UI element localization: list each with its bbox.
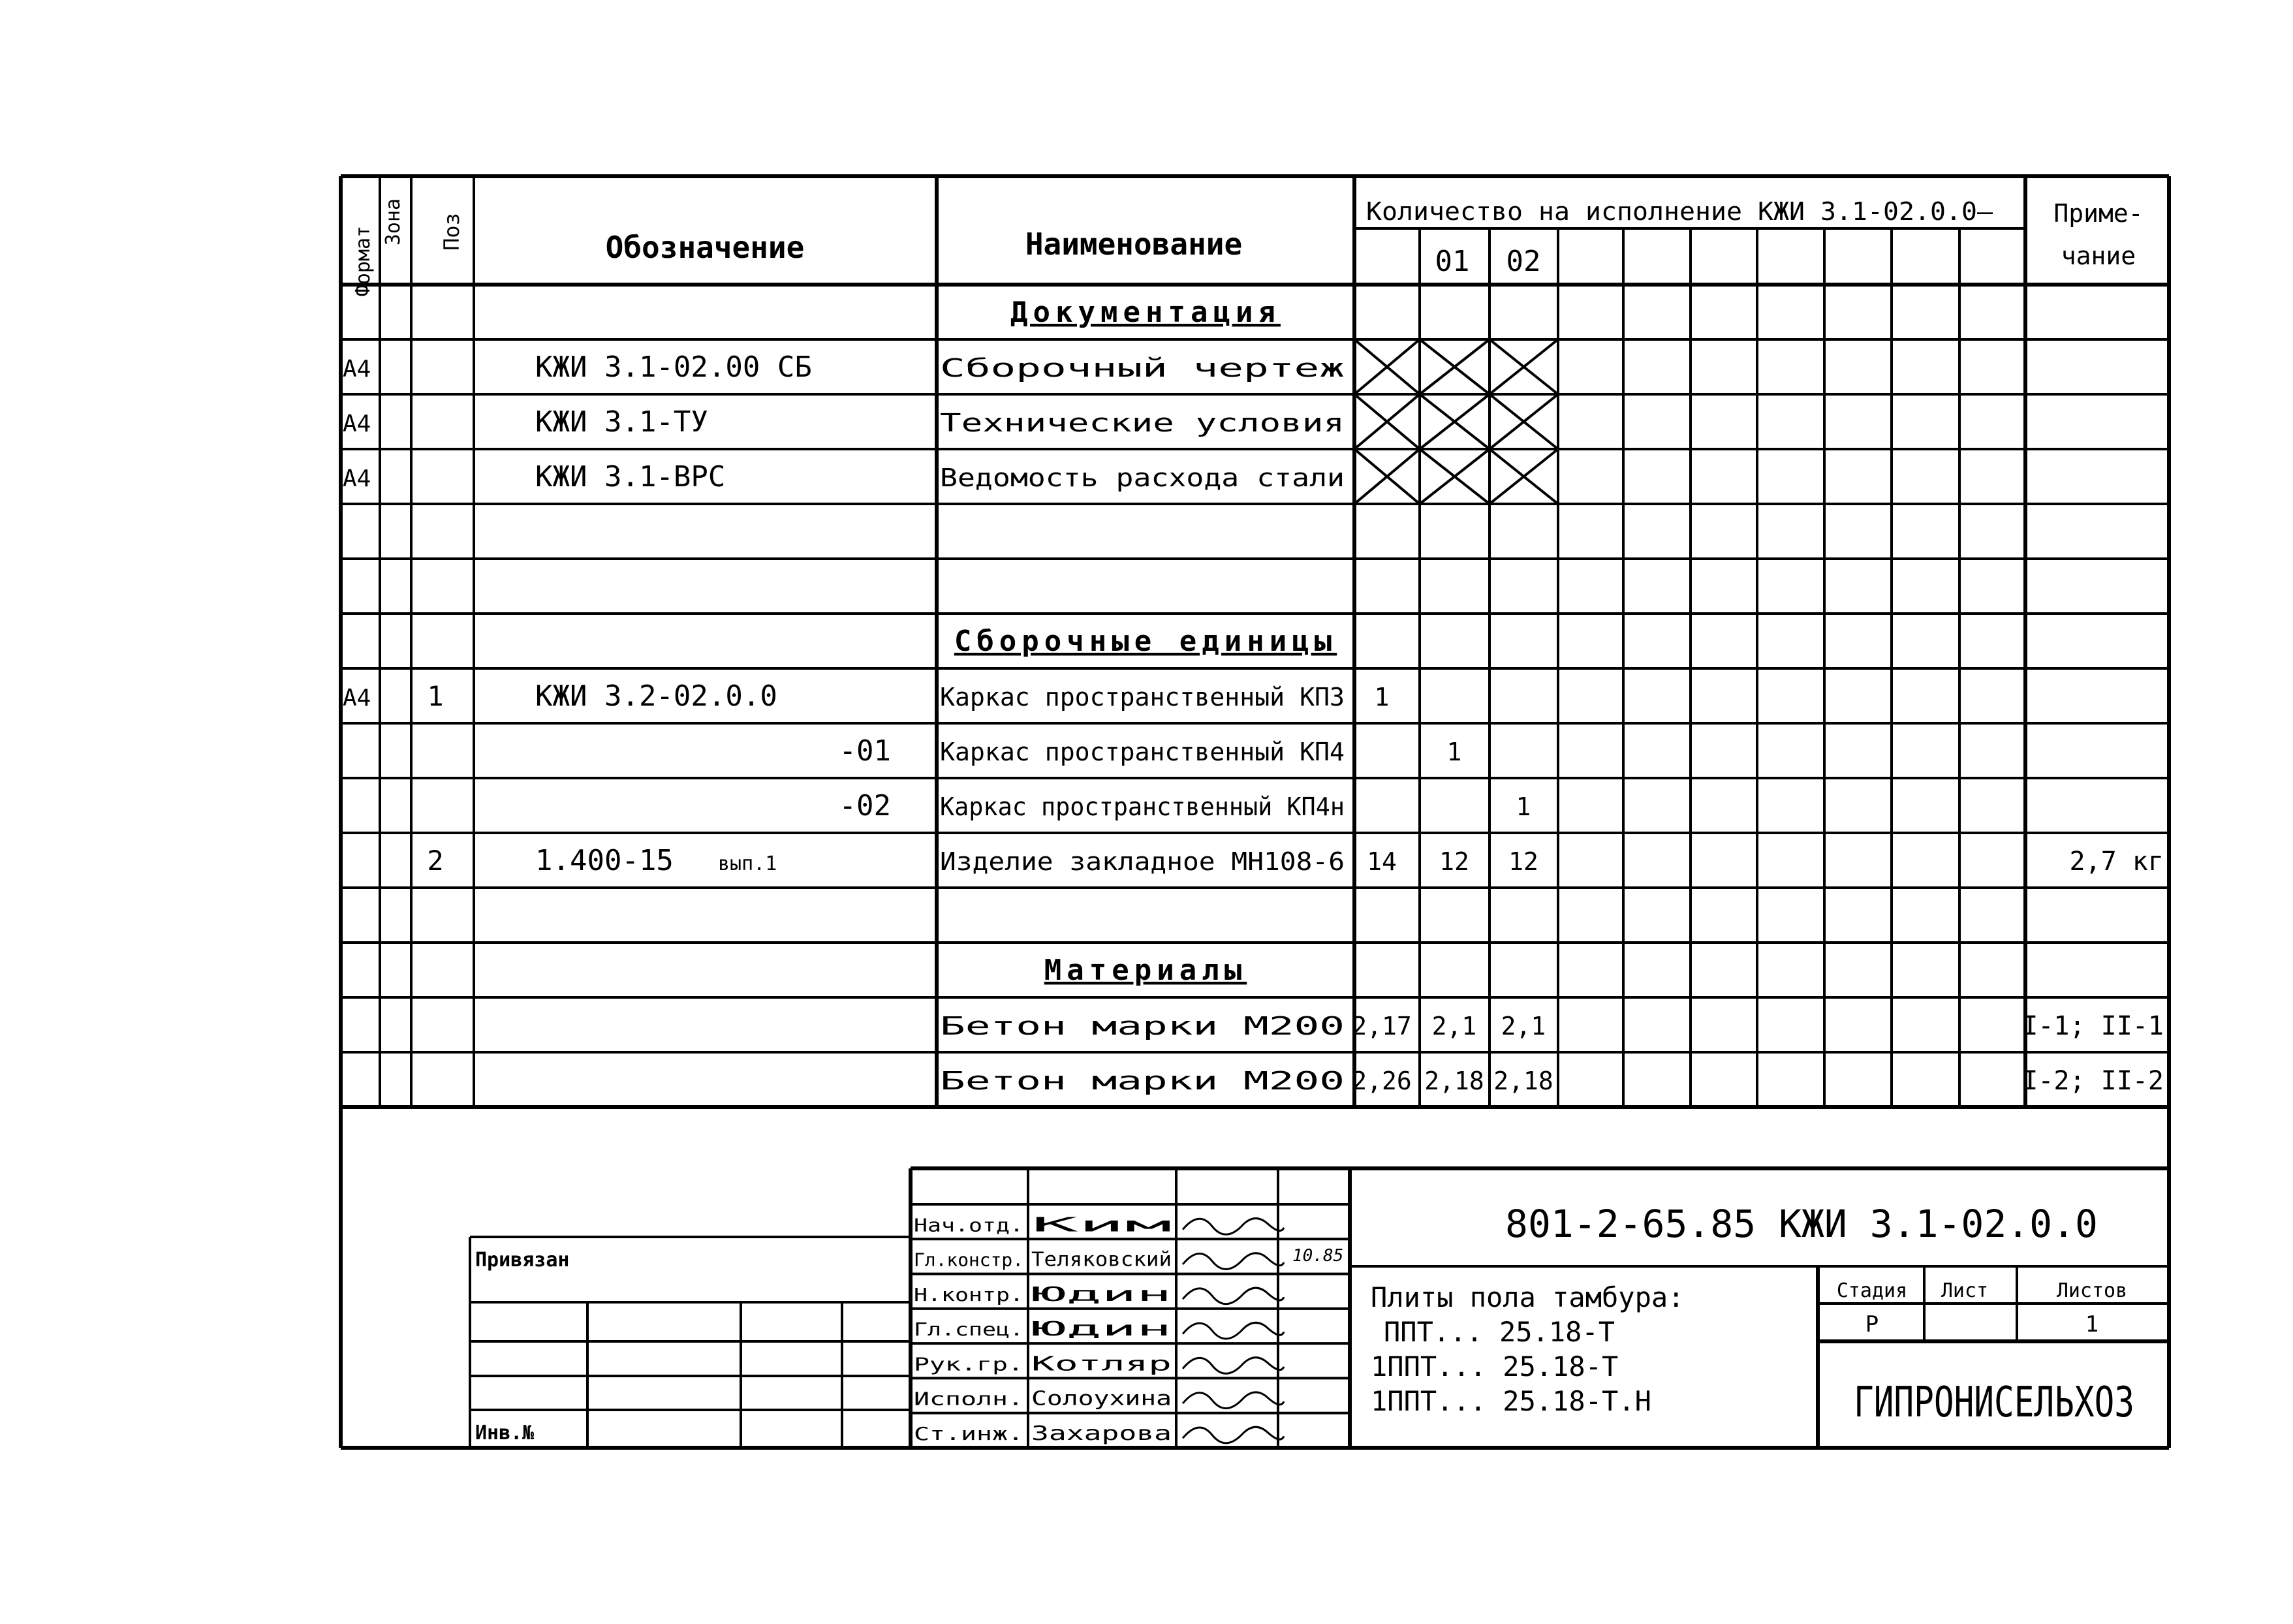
- handwritten-signature: [1183, 1253, 1284, 1270]
- row-quantity-2: 2,1: [1501, 1012, 1546, 1040]
- signatory-role: Гл.спец.: [914, 1319, 1023, 1341]
- signatory-name: Котляр: [1031, 1352, 1172, 1376]
- row-designation: КЖИ 3.2-02.0.0: [535, 679, 777, 713]
- row-format: А4: [343, 356, 371, 383]
- handwritten-signature: [1183, 1322, 1284, 1339]
- document-code: 801-2-65.85 КЖИ 3.1-02.0.0: [1505, 1202, 2098, 1246]
- section-heading: Сборочные единицы: [954, 625, 1337, 658]
- approval-date: 10.85: [1292, 1246, 1344, 1266]
- header-note-line1: Приме-: [2053, 199, 2144, 228]
- title-block: [470, 1168, 2169, 1448]
- row-quantity-0: 2,26: [1352, 1067, 1412, 1095]
- stage-label: Стадия: [1836, 1279, 1908, 1302]
- header-designation: Обозначение: [605, 230, 805, 265]
- sheet-label: Лист: [1941, 1279, 1989, 1302]
- row-format: А4: [343, 685, 371, 711]
- row-pos: 2: [427, 845, 444, 877]
- signatory-name: Юдин: [1031, 1318, 1172, 1341]
- row-format: А4: [343, 465, 371, 492]
- signatory-name: Захарова: [1031, 1422, 1172, 1445]
- row-name: Ведомость расхода стали: [940, 463, 1345, 492]
- signatory-role: Ст.инж.: [914, 1423, 1023, 1444]
- row-quantity-0: 1: [1374, 683, 1390, 711]
- signatory-role: Рук.гр.: [914, 1353, 1023, 1375]
- header-quantity-title: Количество на исполнение КЖИ 3.1-02.0.0—: [1366, 197, 1993, 226]
- privyazan-label: Привязан: [475, 1249, 570, 1272]
- row-quantity-2: 2,18: [1493, 1067, 1553, 1095]
- signatory-role: Н.контр.: [914, 1283, 1023, 1305]
- header-zone: Зона: [382, 198, 405, 246]
- row-designation-suffix: -02: [839, 789, 891, 822]
- row-quantity-1: 12: [1439, 847, 1469, 876]
- row-name: Бетон марки М200: [940, 1067, 1345, 1095]
- row-quantity-2: 1: [1516, 792, 1531, 821]
- signatory-role: Нач.отд.: [914, 1214, 1023, 1236]
- signatory-name: Теляковский: [1031, 1248, 1172, 1272]
- row-name: Технические условия: [940, 409, 1345, 437]
- row-name: Каркас пространственный КП4н: [940, 792, 1345, 821]
- row-note: I-1; II-1: [2022, 1011, 2164, 1041]
- inventory-label: Инв.№: [475, 1422, 535, 1444]
- header-note-line2: чание: [2061, 242, 2136, 270]
- handwritten-signature: [1183, 1427, 1284, 1443]
- row-designation: КЖИ 3.1-ТУ: [535, 405, 708, 439]
- section-heading: Документация: [1010, 296, 1281, 329]
- stage-value: Р: [1865, 1311, 1879, 1337]
- product-title-3: 1ППТ... 25.18-Т: [1371, 1351, 1619, 1382]
- row-format: А4: [343, 411, 371, 437]
- row-name: Изделие закладное МН108-6: [940, 847, 1345, 876]
- product-title-2: ППТ... 25.18-Т: [1384, 1316, 1615, 1348]
- row-note: 2,7 кг: [2069, 847, 2164, 877]
- row-designation: КЖИ 3.1-02.00 СБ: [535, 351, 812, 384]
- header-variant-02: 02: [1506, 245, 1541, 278]
- header-name: Наименование: [1025, 226, 1243, 262]
- signatory-name: Юдин: [1031, 1283, 1172, 1306]
- row-note: I-2; II-2: [2022, 1066, 2164, 1096]
- product-title-1: Плиты пола тамбура:: [1371, 1281, 1685, 1313]
- handwritten-signature: [1183, 1288, 1284, 1304]
- organization-name: ГИПРОНИСЕЛЬХОЗ: [1854, 1379, 2134, 1427]
- row-name: Каркас пространственный КП3: [940, 683, 1345, 711]
- signatory-role: Гл.констр.: [914, 1249, 1023, 1271]
- row-designation-suffix: -01: [839, 734, 891, 768]
- row-quantity-0: 14: [1367, 847, 1397, 876]
- signatory-name: Ким: [1031, 1213, 1172, 1237]
- row-quantity-1: 2,18: [1424, 1067, 1484, 1095]
- row-quantity-0: 2,17: [1352, 1012, 1412, 1040]
- table-header: [352, 197, 2144, 296]
- signatory-role: Исполн.: [914, 1388, 1023, 1410]
- row-pos: 1: [427, 680, 444, 712]
- header-format: Формат: [352, 225, 375, 297]
- sheets-value: 1: [2085, 1311, 2099, 1337]
- row-name: Бетон марки М200: [940, 1012, 1345, 1040]
- row-quantity-2: 12: [1508, 847, 1538, 876]
- section-heading: Материалы: [1044, 954, 1247, 987]
- handwritten-signature: [1183, 1358, 1284, 1374]
- product-title-4: 1ППТ... 25.18-Т.Н: [1371, 1385, 1651, 1417]
- row-designation: 1.400-15: [535, 844, 674, 877]
- row-quantity-1: 2,1: [1431, 1012, 1477, 1040]
- sheets-label: Листов: [2056, 1279, 2128, 1302]
- row-name: Каркас пространственный КП4: [940, 738, 1345, 766]
- handwritten-signature: [1183, 1392, 1284, 1409]
- header-variant-01: 01: [1435, 245, 1470, 278]
- header-pos: Поз: [439, 213, 464, 251]
- signature-table: [911, 1213, 1350, 1445]
- row-quantity-1: 1: [1446, 738, 1462, 766]
- row-issue: вып.1: [718, 852, 777, 875]
- row-designation: КЖИ 3.1-ВРС: [535, 460, 726, 493]
- row-name: Сборочный чертеж: [940, 354, 1345, 383]
- signatory-name: Солоухина: [1031, 1387, 1172, 1411]
- handwritten-signature: [1183, 1219, 1284, 1235]
